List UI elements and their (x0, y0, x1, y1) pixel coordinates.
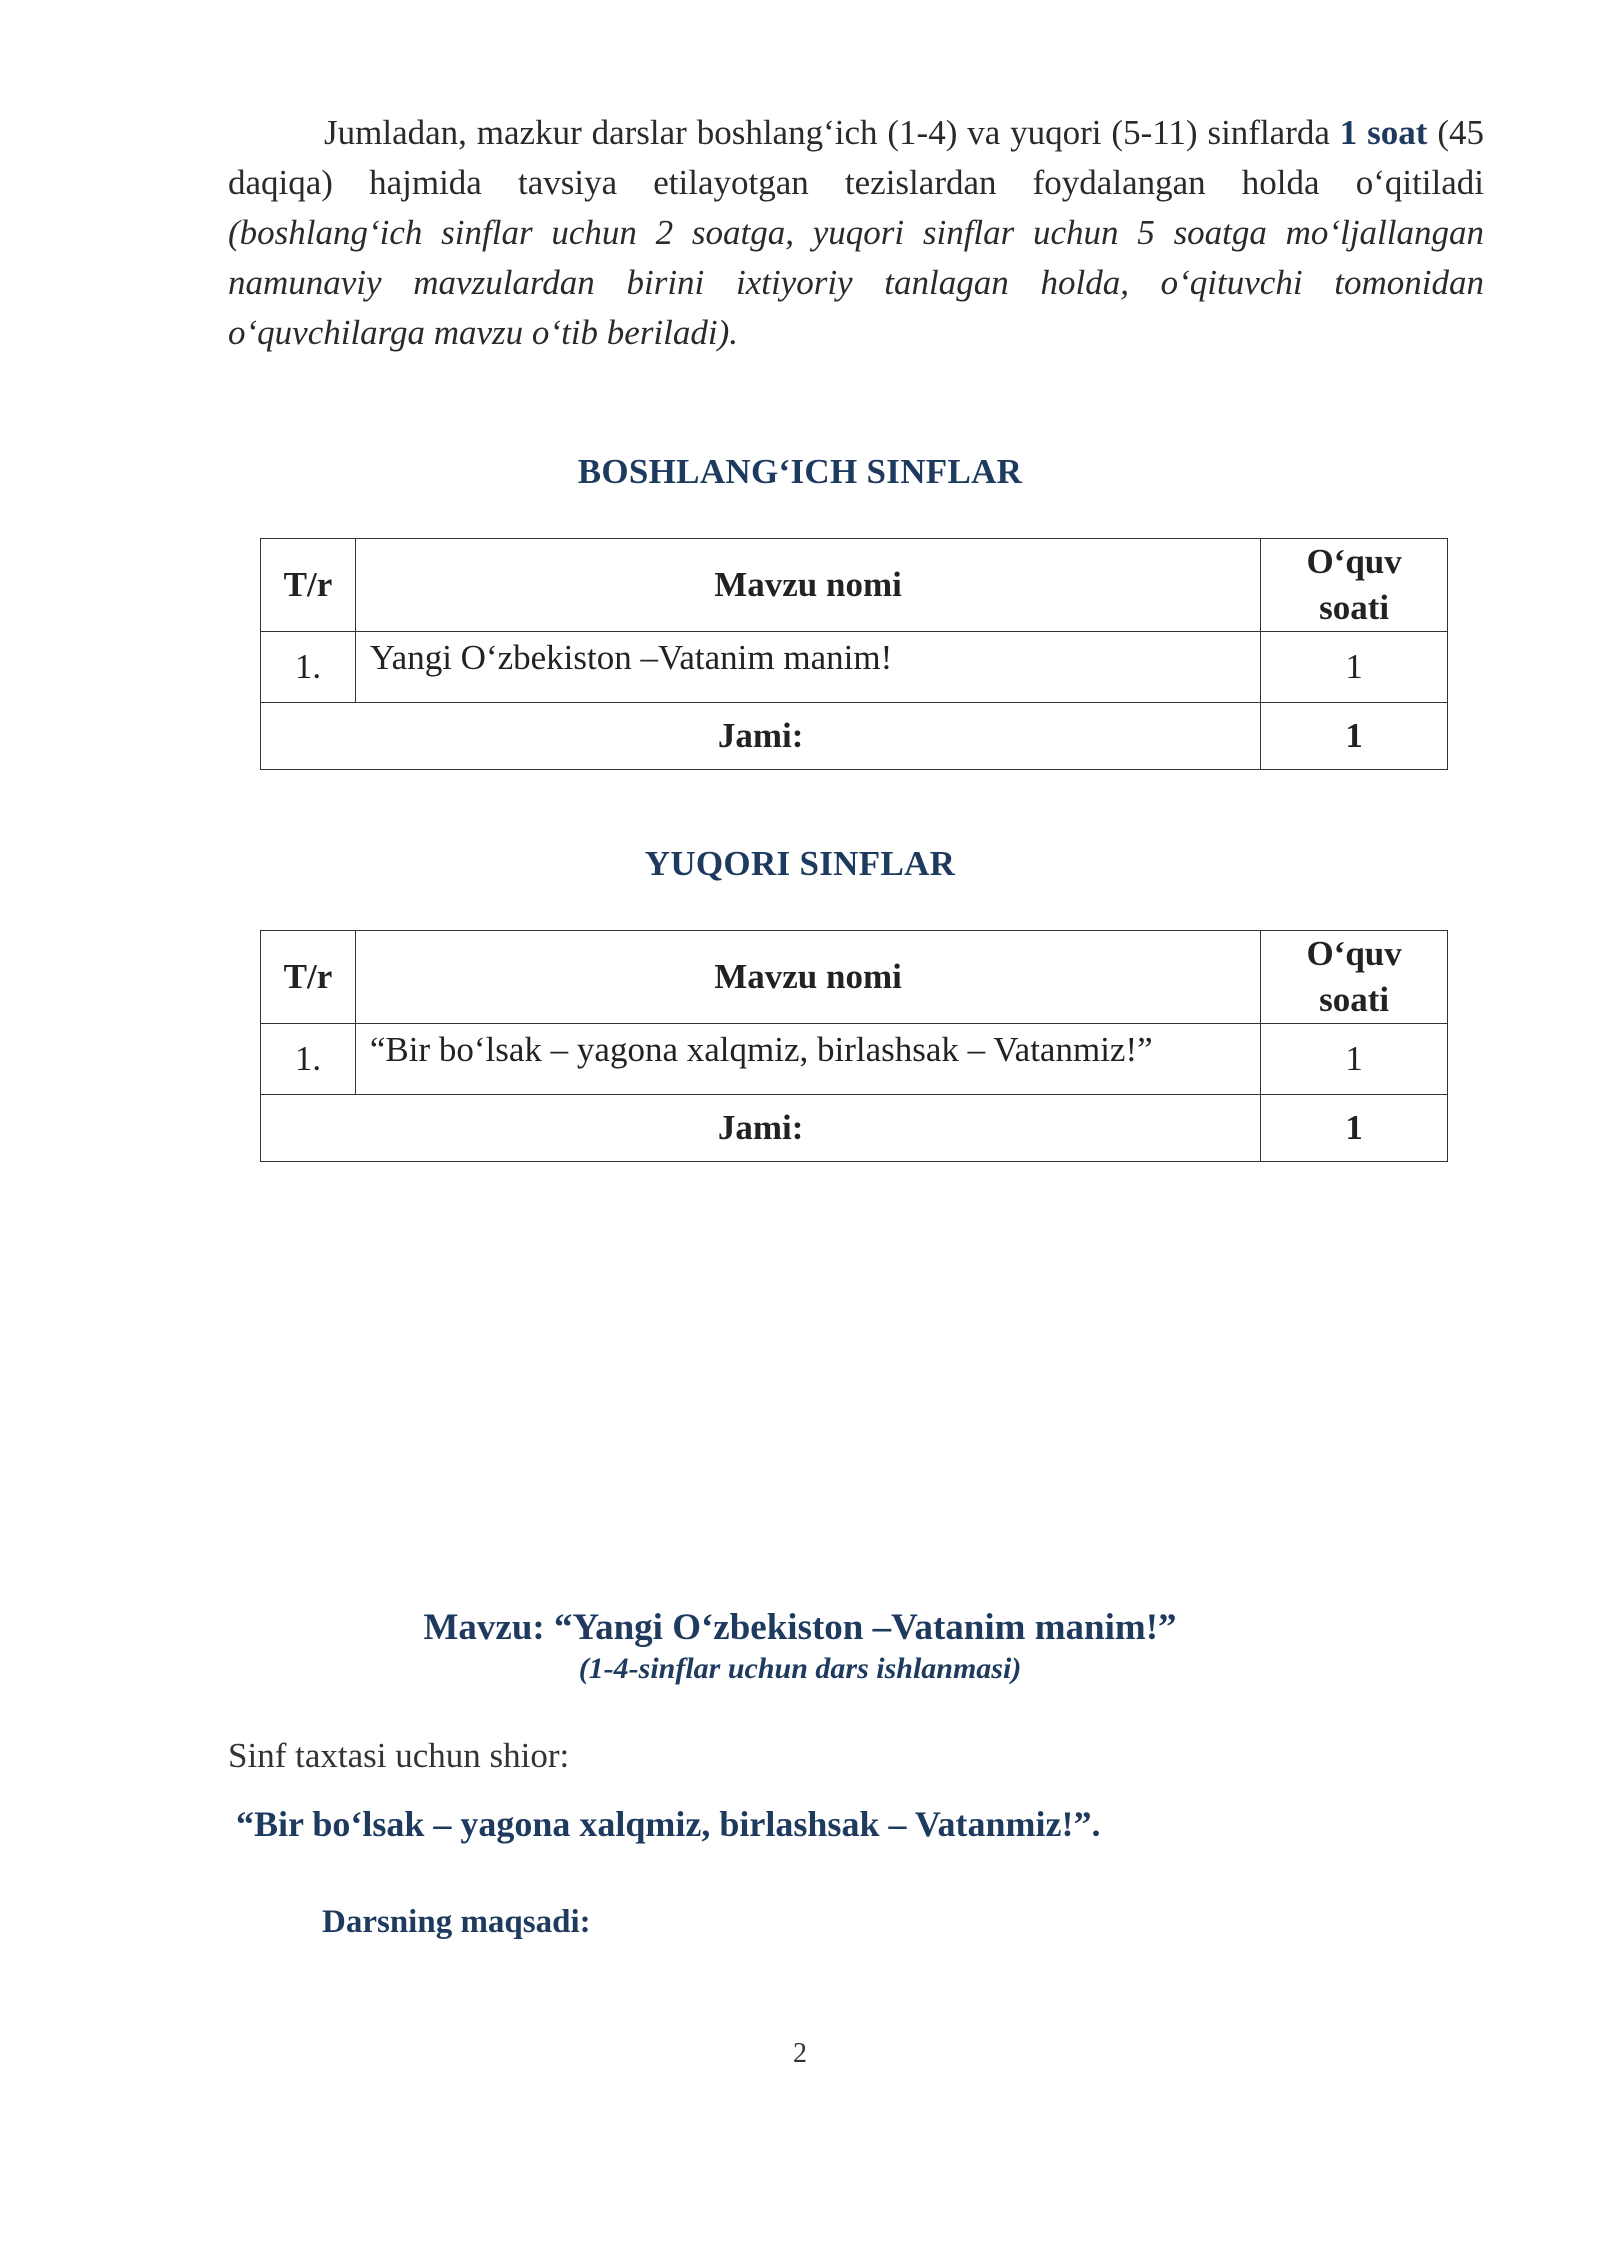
table-header-row (261, 931, 1448, 1024)
intro-highlight: 1 soat (1339, 113, 1428, 152)
total-label: Jami: (261, 703, 1261, 770)
total-label: Jami: (261, 1095, 1261, 1162)
col-header-topic: Mavzu nomi (355, 539, 1260, 632)
row-topic: “Bir bo‘lsak – yagona xalqmiz, birlashsak – Vatanmiz!” (355, 1024, 1260, 1095)
row-number: 1. (261, 632, 356, 703)
hours-header-line2: soati (1319, 588, 1390, 627)
table-header-row (261, 539, 1448, 632)
col-header-hours (1261, 539, 1448, 632)
row-hours: 1 (1261, 632, 1448, 703)
table-total-row (261, 1095, 1448, 1162)
slogan-text: “Bir bo‘lsak – yagona xalqmiz, birlashsak – Vatanmiz!”. (236, 1804, 1101, 1844)
total-value: 1 (1261, 1095, 1448, 1162)
upper-section-title: YUQORI SINFLAR (644, 844, 956, 883)
total-value: 1 (1261, 703, 1448, 770)
col-header-number: T/r (261, 539, 356, 632)
hours-header-line2: soati (1319, 980, 1390, 1019)
hours-header-line1: O‘quv (1306, 542, 1402, 581)
primary-section-title: BOSHLANG‘ICH SINFLAR (577, 452, 1023, 491)
intro-paragraph (228, 108, 1484, 358)
table-row (261, 1024, 1448, 1095)
row-number: 1. (261, 1024, 356, 1095)
col-header-topic: Mavzu nomi (355, 931, 1260, 1024)
primary-topics-table (260, 538, 1448, 770)
table-row (261, 632, 1448, 703)
col-header-hours (1261, 931, 1448, 1024)
intro-text-part1: Jumladan, mazkur darslar boshlang‘ich (1-4) va yuqori (5-11) sinflarda (324, 113, 1340, 152)
lesson-topic-heading: Mavzu: “Yangi O‘zbekiston –Vatanim manim!” (423, 1607, 1177, 1648)
row-hours: 1 (1261, 1024, 1448, 1095)
slogan-label: Sinf taxtasi uchun shior: (228, 1736, 570, 1775)
intro-italic-note: (boshlang‘ich sinflar uchun 2 soatga, yuqori sinflar uchun 5 soatga mo‘ljallangan namunaviy mavzulardan birini ixtiyoriy tanlagan holda, o‘qituvchi tomonidan o‘quvchilarga mavzu o‘tib beriladi). (228, 213, 1484, 352)
row-topic: Yangi O‘zbekiston –Vatanim manim! (355, 632, 1260, 703)
lesson-goal-label: Darsning maqsadi: (322, 1904, 591, 1940)
table-total-row (261, 703, 1448, 770)
hours-header-line1: O‘quv (1306, 934, 1402, 973)
upper-topics-table (260, 930, 1448, 1162)
intro-text-part2: (45 daqiqa) hajmida tavsiya etilayotgan tezislardan foydalangan holda o‘qitiladi (228, 113, 1485, 202)
col-header-number: T/r (261, 931, 356, 1024)
lesson-subtitle: (1-4-sinflar uchun dars ishlanmasi) (578, 1652, 1022, 1685)
page-number: 2 (793, 2038, 807, 2069)
